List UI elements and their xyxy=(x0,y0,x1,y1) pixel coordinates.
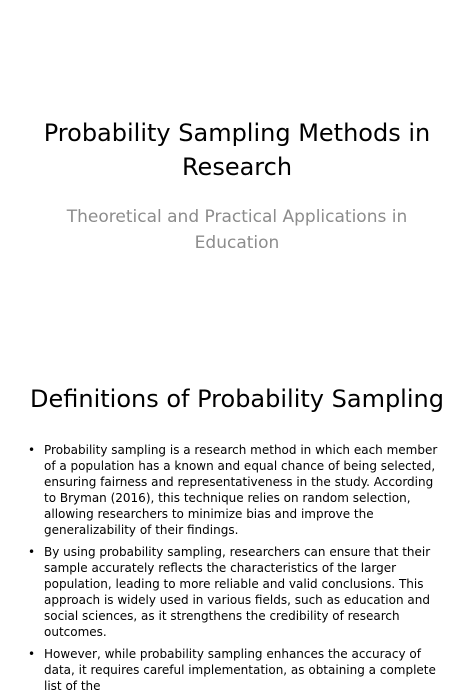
presentation-title: Probability Sampling Methods in Research xyxy=(43,119,431,181)
bullet-text: However, while probability sampling enhances the accuracy of data, it requires careful implementation, as obtaining a complete list of the xyxy=(44,647,436,693)
bullet-item xyxy=(28,544,448,640)
slide-heading: Definitions of Probability Sampling xyxy=(30,385,444,413)
bullet-item xyxy=(28,442,448,538)
bullet-icon: • xyxy=(28,647,36,661)
bullet-icon: • xyxy=(28,545,36,559)
bullet-icon: • xyxy=(28,443,36,457)
content-slide xyxy=(0,356,474,693)
bullet-text: By using probability sampling, researchers can ensure that their sample accurately reflects the characteristics of the larger population, leading to more reliable and valid conclusions. This approach is widely used in various fields, such as education and social sciences, as it strengthens the credibility of research outcomes. xyxy=(44,545,431,639)
presentation-subtitle: Theoretical and Practical Applications in Education xyxy=(66,207,408,253)
bullet-text: Probability sampling is a research method in which each member of a population has a known and equal chance of being selected, ensuring fairness and representativeness in the study. According to Bryman (2016), this technique relies on random selection, allowing researchers to minimize bias and improve the generalizability of their findings. xyxy=(44,443,438,537)
bullet-item xyxy=(28,646,448,694)
bullet-list xyxy=(28,442,448,700)
